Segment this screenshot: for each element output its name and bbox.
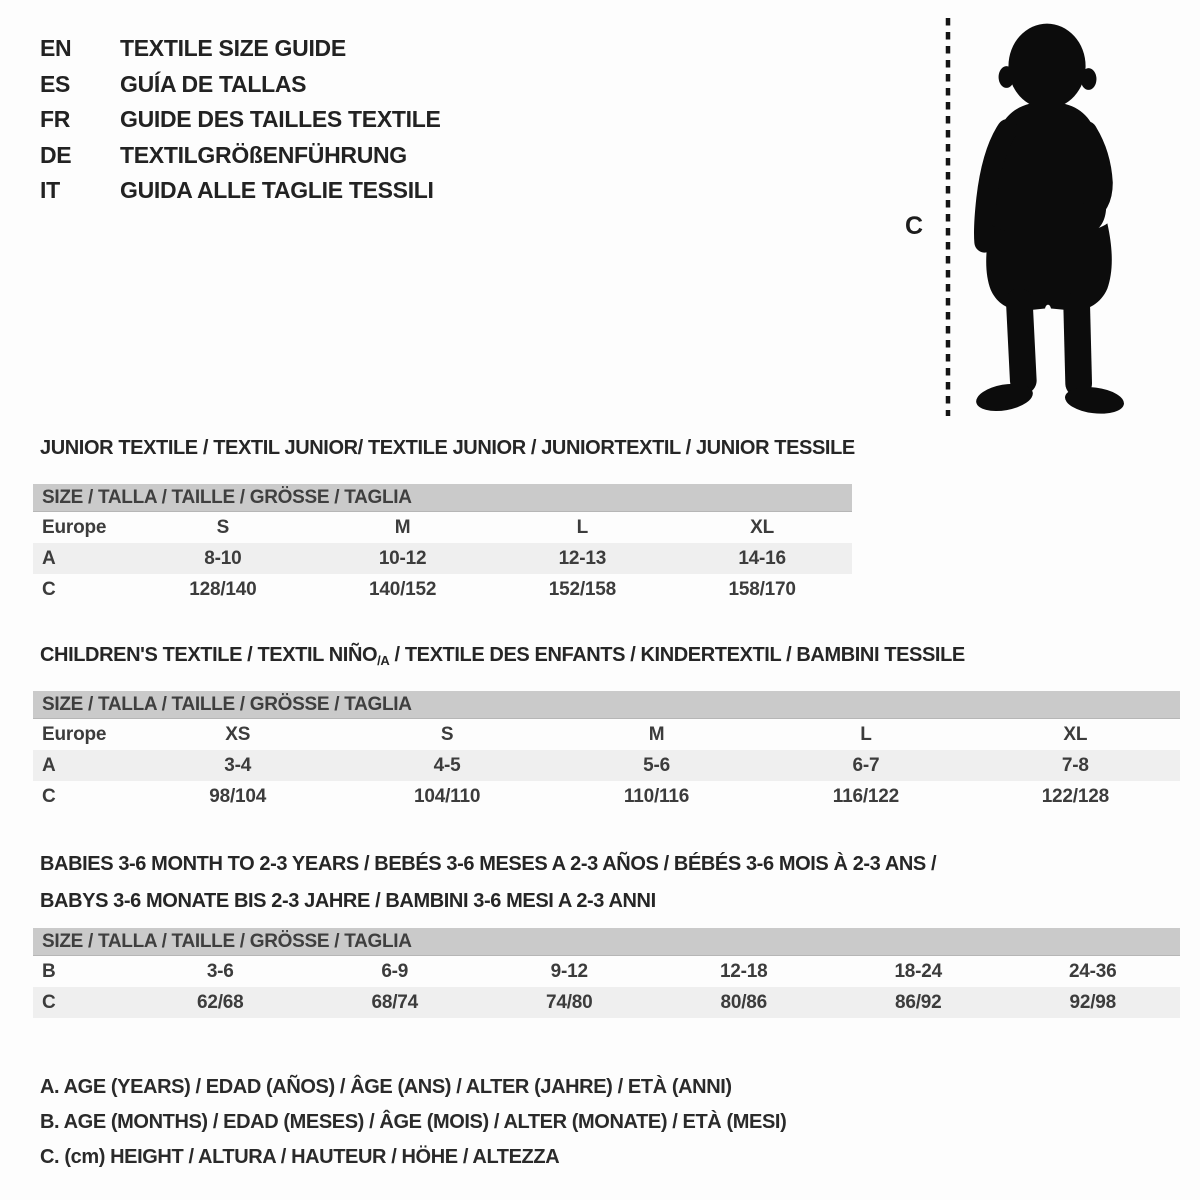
row-label: A [42, 548, 56, 569]
cell: S [216, 517, 230, 538]
cell: 10-12 [378, 548, 427, 569]
cell: 4-5 [433, 755, 461, 776]
lang-code: IT [40, 177, 60, 204]
cell: S [440, 724, 454, 745]
cell: 6-9 [381, 961, 409, 982]
section-title-junior: JUNIOR TEXTILE / TEXTIL JUNIOR/ TEXTILE JUNIOR / JUNIORTEXTIL / JUNIOR TESSILE [40, 437, 855, 459]
cell: 74/80 [545, 992, 593, 1013]
section-title-babies [40, 846, 936, 920]
toddler-ear-left [999, 66, 1015, 88]
legend-line-a: A. AGE (YEARS) / EDAD (AÑOS) / ÂGE (ANS) / ALTER (JAHRE) / ETÀ (ANNI) [40, 1076, 732, 1098]
legend [40, 1070, 786, 1175]
table-row-europe [33, 719, 1180, 750]
section-title-children [40, 644, 965, 668]
cell: 98/104 [209, 786, 267, 807]
legend-line-c: C. (cm) HEIGHT / ALTURA / HAUTEUR / HÖHE / ALTEZZA [40, 1146, 560, 1168]
cell: XL [1063, 724, 1088, 745]
row-label: Europe [42, 517, 107, 538]
cell: 140/152 [368, 579, 437, 600]
height-measure-dashed-line [944, 16, 952, 418]
lang-title: TEXTILGRÖßENFÜHRUNG [120, 141, 407, 168]
lang-title: GUÍA DE TALLAS [120, 70, 307, 97]
table-row-age [33, 543, 852, 574]
toddler-silhouette [960, 14, 1138, 416]
table-row-height [33, 574, 852, 605]
cell: 12-18 [719, 961, 768, 982]
lang-row-it [40, 173, 441, 209]
babies-title-line2: BABYS 3-6 MONATE BIS 2-3 JAHRE / BAMBINI 3-6 MESI A 2-3 ANNI [40, 890, 656, 912]
cell: 6-7 [852, 755, 880, 776]
cell: 18-24 [894, 961, 943, 982]
lang-title: TEXTILE SIZE GUIDE [120, 35, 346, 62]
cell: 128/140 [189, 579, 257, 600]
language-title-list [40, 31, 441, 209]
cell: L [576, 517, 589, 538]
cell: 86/92 [894, 992, 942, 1013]
lang-row-es [40, 67, 441, 103]
row-label: C [42, 579, 56, 600]
table-header-bar: SIZE / TALLA / TAILLE / GRÖSSE / TAGLIA [33, 691, 1180, 719]
toddler-head [1008, 24, 1085, 109]
cell: 68/74 [371, 992, 419, 1013]
lang-title: GUIDA ALLE TAGLIE TESSILI [120, 177, 434, 204]
table-row-age [33, 750, 1180, 781]
row-label: C [42, 992, 56, 1013]
cell: 122/128 [1041, 786, 1109, 807]
cell: 3-6 [206, 961, 234, 982]
cell: 110/116 [623, 786, 690, 807]
cell: 116/122 [832, 786, 900, 807]
table-row-europe [33, 512, 852, 543]
cell: 152/158 [548, 579, 617, 600]
toddler-leg-right [1077, 305, 1079, 383]
lang-code: ES [40, 70, 71, 97]
legend-line-b: B. AGE (MONTHS) / EDAD (MESES) / ÂGE (MOIS) / ALTER (MONATE) / ETÀ (MESI) [40, 1111, 787, 1133]
cell: 8-10 [204, 548, 242, 569]
lang-code: FR [40, 106, 71, 133]
cell: 62/68 [196, 992, 244, 1013]
size-table-babies [33, 928, 1180, 1018]
cell: 5-6 [643, 755, 670, 776]
lang-row-en [40, 31, 441, 67]
lang-code: DE [40, 141, 72, 168]
cell: 7-8 [1061, 755, 1089, 776]
cell: 9-12 [550, 961, 588, 982]
cell: M [394, 517, 411, 538]
cell: XS [225, 724, 251, 745]
height-measure-label: C [905, 212, 924, 240]
babies-title-line1: BABIES 3-6 MONTH TO 2-3 YEARS / BEBÉS 3-6 MESES A 2-3 AÑOS / BÉBÉS 3-6 MOIS À 2-3 ANS / [40, 853, 937, 875]
cell: 14-16 [738, 548, 786, 569]
row-label: Europe [42, 724, 107, 745]
size-table-children [33, 691, 1180, 812]
table-row-height [33, 781, 1180, 812]
children-title-rest: / TEXTILE DES ENFANTS / KINDERTEXTIL / BAMBINI TESSILE [389, 644, 965, 666]
lang-row-fr [40, 102, 441, 138]
table-header-bar: SIZE / TALLA / TAILLE / GRÖSSE / TAGLIA [33, 484, 852, 512]
table-row-months [33, 956, 1180, 987]
cell: 24-36 [1068, 961, 1117, 982]
cell: 80/86 [720, 992, 768, 1013]
cell: L [860, 724, 872, 745]
toddler-ear-right [1081, 68, 1097, 90]
toddler-leg-left [1019, 302, 1023, 381]
lang-code: EN [40, 35, 72, 62]
toddler-shorts [986, 223, 1112, 310]
cell: 104/110 [413, 786, 481, 807]
children-title-subscript: /A [377, 653, 390, 668]
cell: M [648, 724, 665, 745]
cell: XL [750, 517, 775, 538]
cell: 92/98 [1069, 992, 1117, 1013]
children-title-main: CHILDREN'S TEXTILE / TEXTIL NIÑO [40, 644, 378, 666]
size-table-junior [33, 484, 852, 605]
row-label: A [42, 755, 56, 776]
row-label: B [42, 961, 56, 982]
row-label: C [42, 786, 56, 807]
table-row-height [33, 987, 1180, 1018]
cell: 12-13 [558, 548, 607, 569]
lang-row-de [40, 138, 441, 174]
cell: 158/170 [728, 579, 796, 600]
table-header-bar: SIZE / TALLA / TAILLE / GRÖSSE / TAGLIA [33, 928, 1180, 956]
cell: 3-4 [224, 755, 252, 776]
lang-title: GUIDE DES TAILLES TEXTILE [120, 106, 441, 133]
